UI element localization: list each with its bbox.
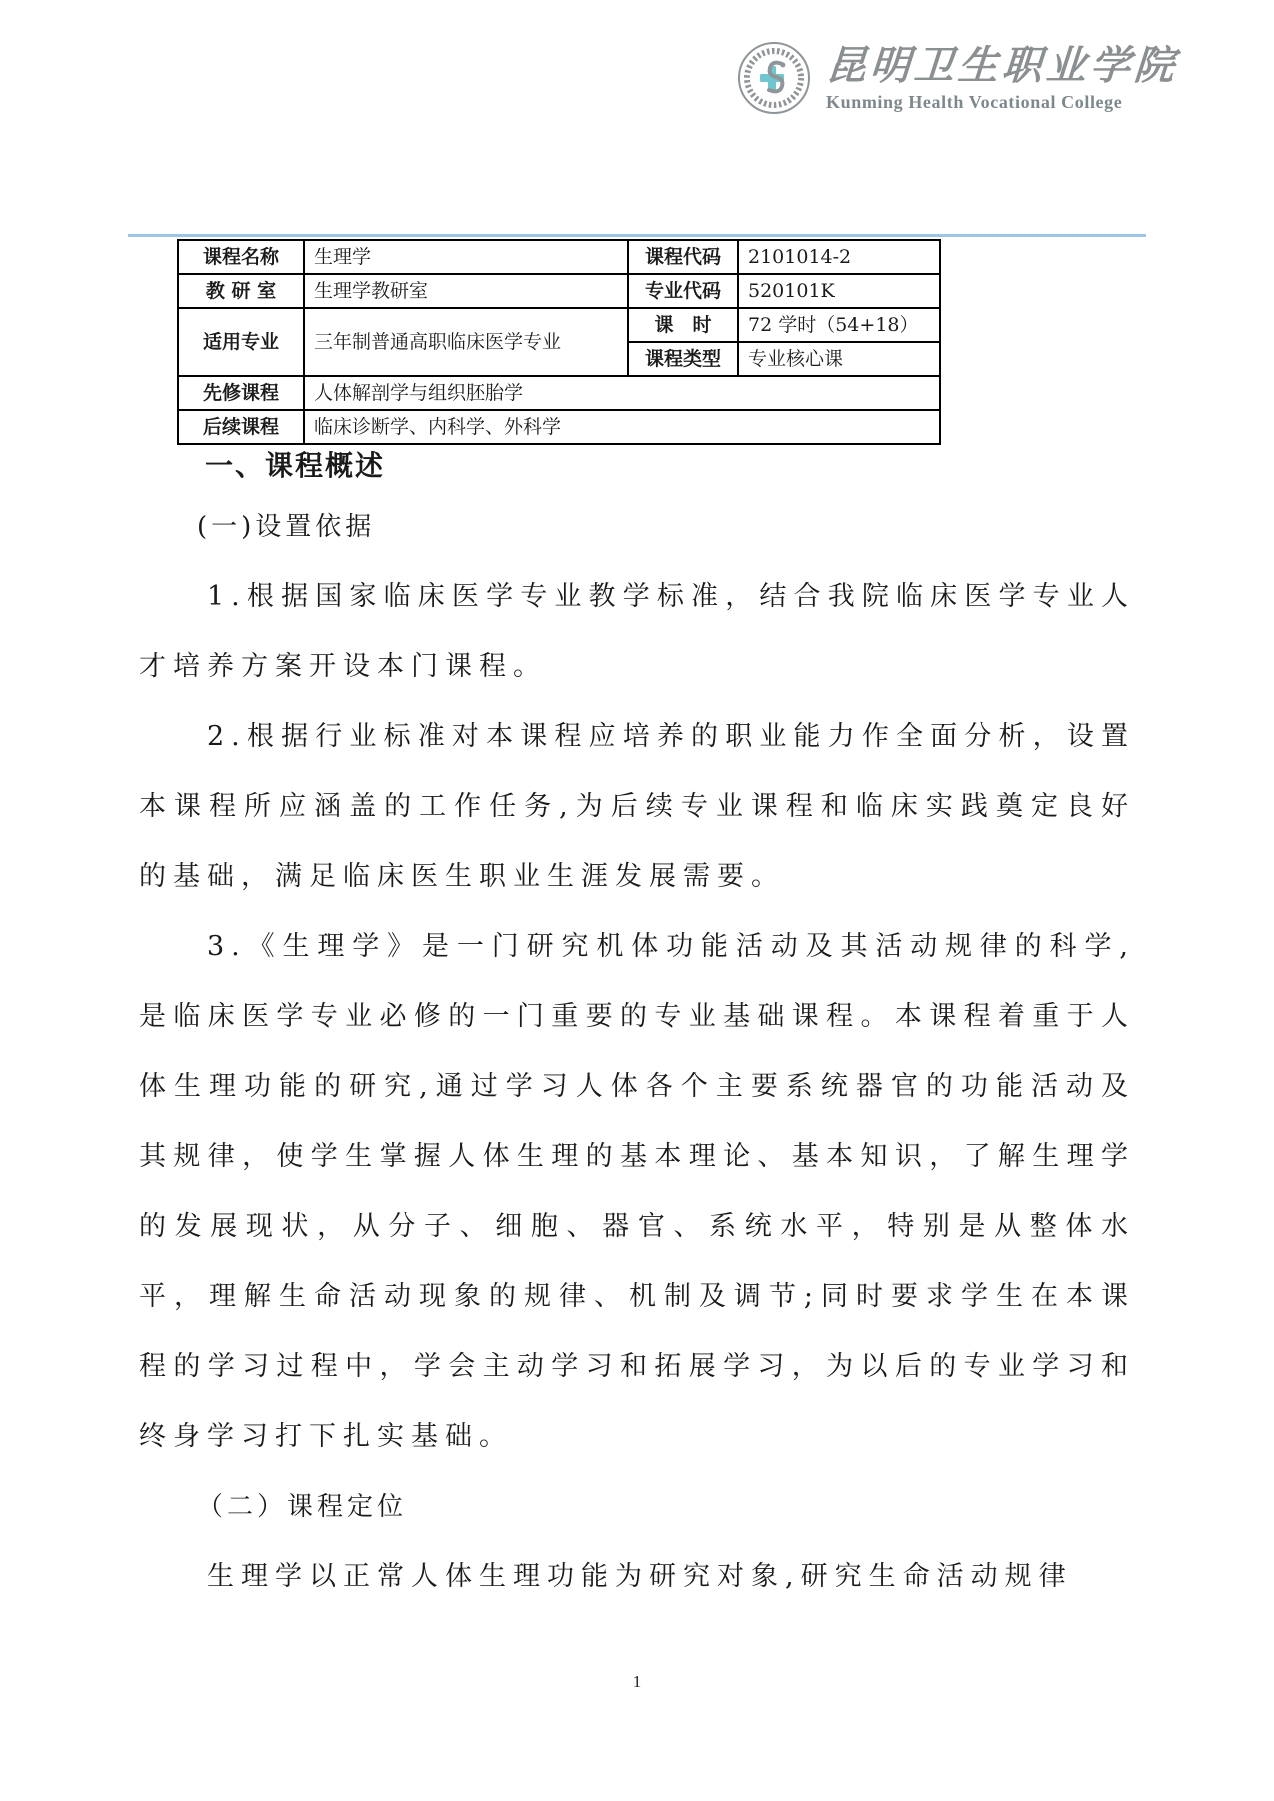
college-seal-icon [736, 40, 812, 116]
section-heading-course-overview: 一、课程概述 [205, 449, 386, 482]
document-body [139, 440, 1135, 1612]
course-name-value: 生理学 [304, 240, 628, 274]
college-name-zh: 昆明卫生职业学院 [824, 42, 1180, 89]
table-row [178, 308, 940, 342]
major-code-label: 专业代码 [628, 274, 738, 308]
followup-courses-label: 后续课程 [178, 410, 304, 444]
teaching-office-label: 教 研 室 [178, 274, 304, 308]
table-row [178, 240, 940, 274]
course-code-label: 课程代码 [628, 240, 738, 274]
table-row [178, 410, 940, 444]
applicable-major-label: 适用专业 [178, 308, 304, 376]
teaching-office-value: 生理学教研室 [304, 274, 628, 308]
subheading-course-positioning: （二）课程定位 [197, 1492, 408, 1522]
course-code-value: 2101014-2 [738, 240, 940, 274]
course-name-label: 课程名称 [178, 240, 304, 274]
college-name-en: Kunming Health Vocational College [826, 92, 1123, 112]
paragraph-3: 3.《生理学》是一门研究机体功能活动及其活动规律的科学,是临床医学专业必修的一门重要的专业基础课程。本课程着重于人体生理功能的研究,通过学习人体各个主要系统器官的功能活动及其规律，使学生掌握人体生理的基本理论、基本知识，了解生理学的发展现状，从分子、细胞、器官、系统水平，特别是从整体水平，理解生命活动现象的规律、机制及调节;同时要求学生在本课程的学习过程中，学会主动学习和拓展学习，为以后的专业学习和终身学习打下扎实基础。 [139, 931, 1135, 1452]
page-number: 1 [632, 1672, 642, 1691]
applicable-major-value: 三年制普通高职临床医学专业 [304, 308, 628, 376]
paragraph-1: 1.根据国家临床医学专业教学标准，结合我院临床医学专业人才培养方案开设本门课程。 [139, 581, 1135, 682]
class-hours-label: 课 时 [628, 308, 738, 342]
college-logo [736, 40, 1178, 116]
paragraph-2: 2.根据行业标准对本课程应培养的职业能力作全面分析，设置本课程所应涵盖的工作任务,为后续专业课程和临床实践奠定良好的基础，满足临床医生职业生涯发展需要。 [139, 721, 1135, 892]
followup-courses-value: 临床诊断学、内科学、外科学 [304, 410, 940, 444]
header-divider [128, 234, 1146, 237]
course-type-value: 专业核心课 [738, 342, 940, 376]
paragraph-4: 生理学以正常人体生理功能为研究对象,研究生命活动规律 [207, 1561, 1073, 1592]
course-info-table [177, 239, 941, 445]
course-type-label: 课程类型 [628, 342, 738, 376]
subheading-setup-basis: (一)设置依据 [197, 512, 376, 542]
table-row [178, 274, 940, 308]
major-code-value: 520101K [738, 274, 940, 308]
class-hours-value: 72 学时（54+18） [738, 308, 940, 342]
table-row [178, 376, 940, 410]
prerequisite-courses-value: 人体解剖学与组织胚胎学 [304, 376, 940, 410]
prerequisite-courses-label: 先修课程 [178, 376, 304, 410]
